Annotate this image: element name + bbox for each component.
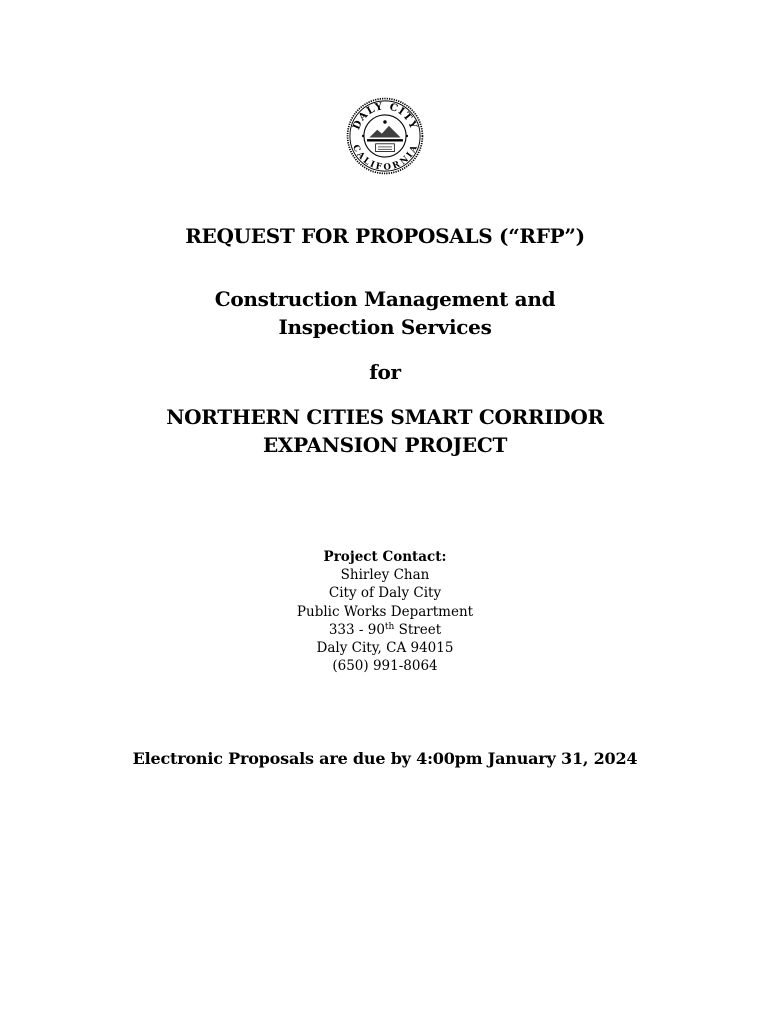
contact-name: Shirley Chan [340, 567, 430, 584]
seal-bottom-text: CALIFORNIA [349, 143, 421, 173]
street-number: 333 - 90 [328, 621, 385, 638]
rfp-title: REQUEST FOR PROPOSALS (“RFP”) [185, 224, 585, 248]
street-ordinal: th [384, 621, 395, 632]
contact-organization: City of Daly City [328, 585, 442, 602]
project-title-line-2: EXPANSION PROJECT [262, 433, 508, 457]
due-notice: Electronic Proposals are due by 4:00pm January 31, 2024 [132, 749, 638, 768]
svg-text:CALIFORNIA [350, 143, 420, 173]
for-text: for [369, 360, 401, 384]
project-title-line-1: NORTHERN CITIES SMART CORRIDOR [166, 405, 604, 429]
contact-city-state-zip: Daly City, CA 94015 [316, 640, 454, 657]
seal-top-text: DALY CITY [350, 100, 420, 132]
contact-phone: (650) 991-8064 [332, 658, 438, 675]
project-title [0, 403, 770, 459]
contact-label: Project Contact: [323, 549, 447, 565]
service-title [0, 285, 770, 341]
contact-street-address [0, 621, 770, 639]
svg-text:DALY CITY [350, 100, 419, 131]
service-title-line-1: Construction Management and [214, 287, 556, 311]
contact-department: Public Works Department [296, 603, 474, 620]
street-name: Street [394, 621, 442, 638]
daly-city-seal [346, 97, 424, 175]
project-contact-block [0, 548, 770, 675]
service-title-line-2: Inspection Services [278, 315, 492, 339]
